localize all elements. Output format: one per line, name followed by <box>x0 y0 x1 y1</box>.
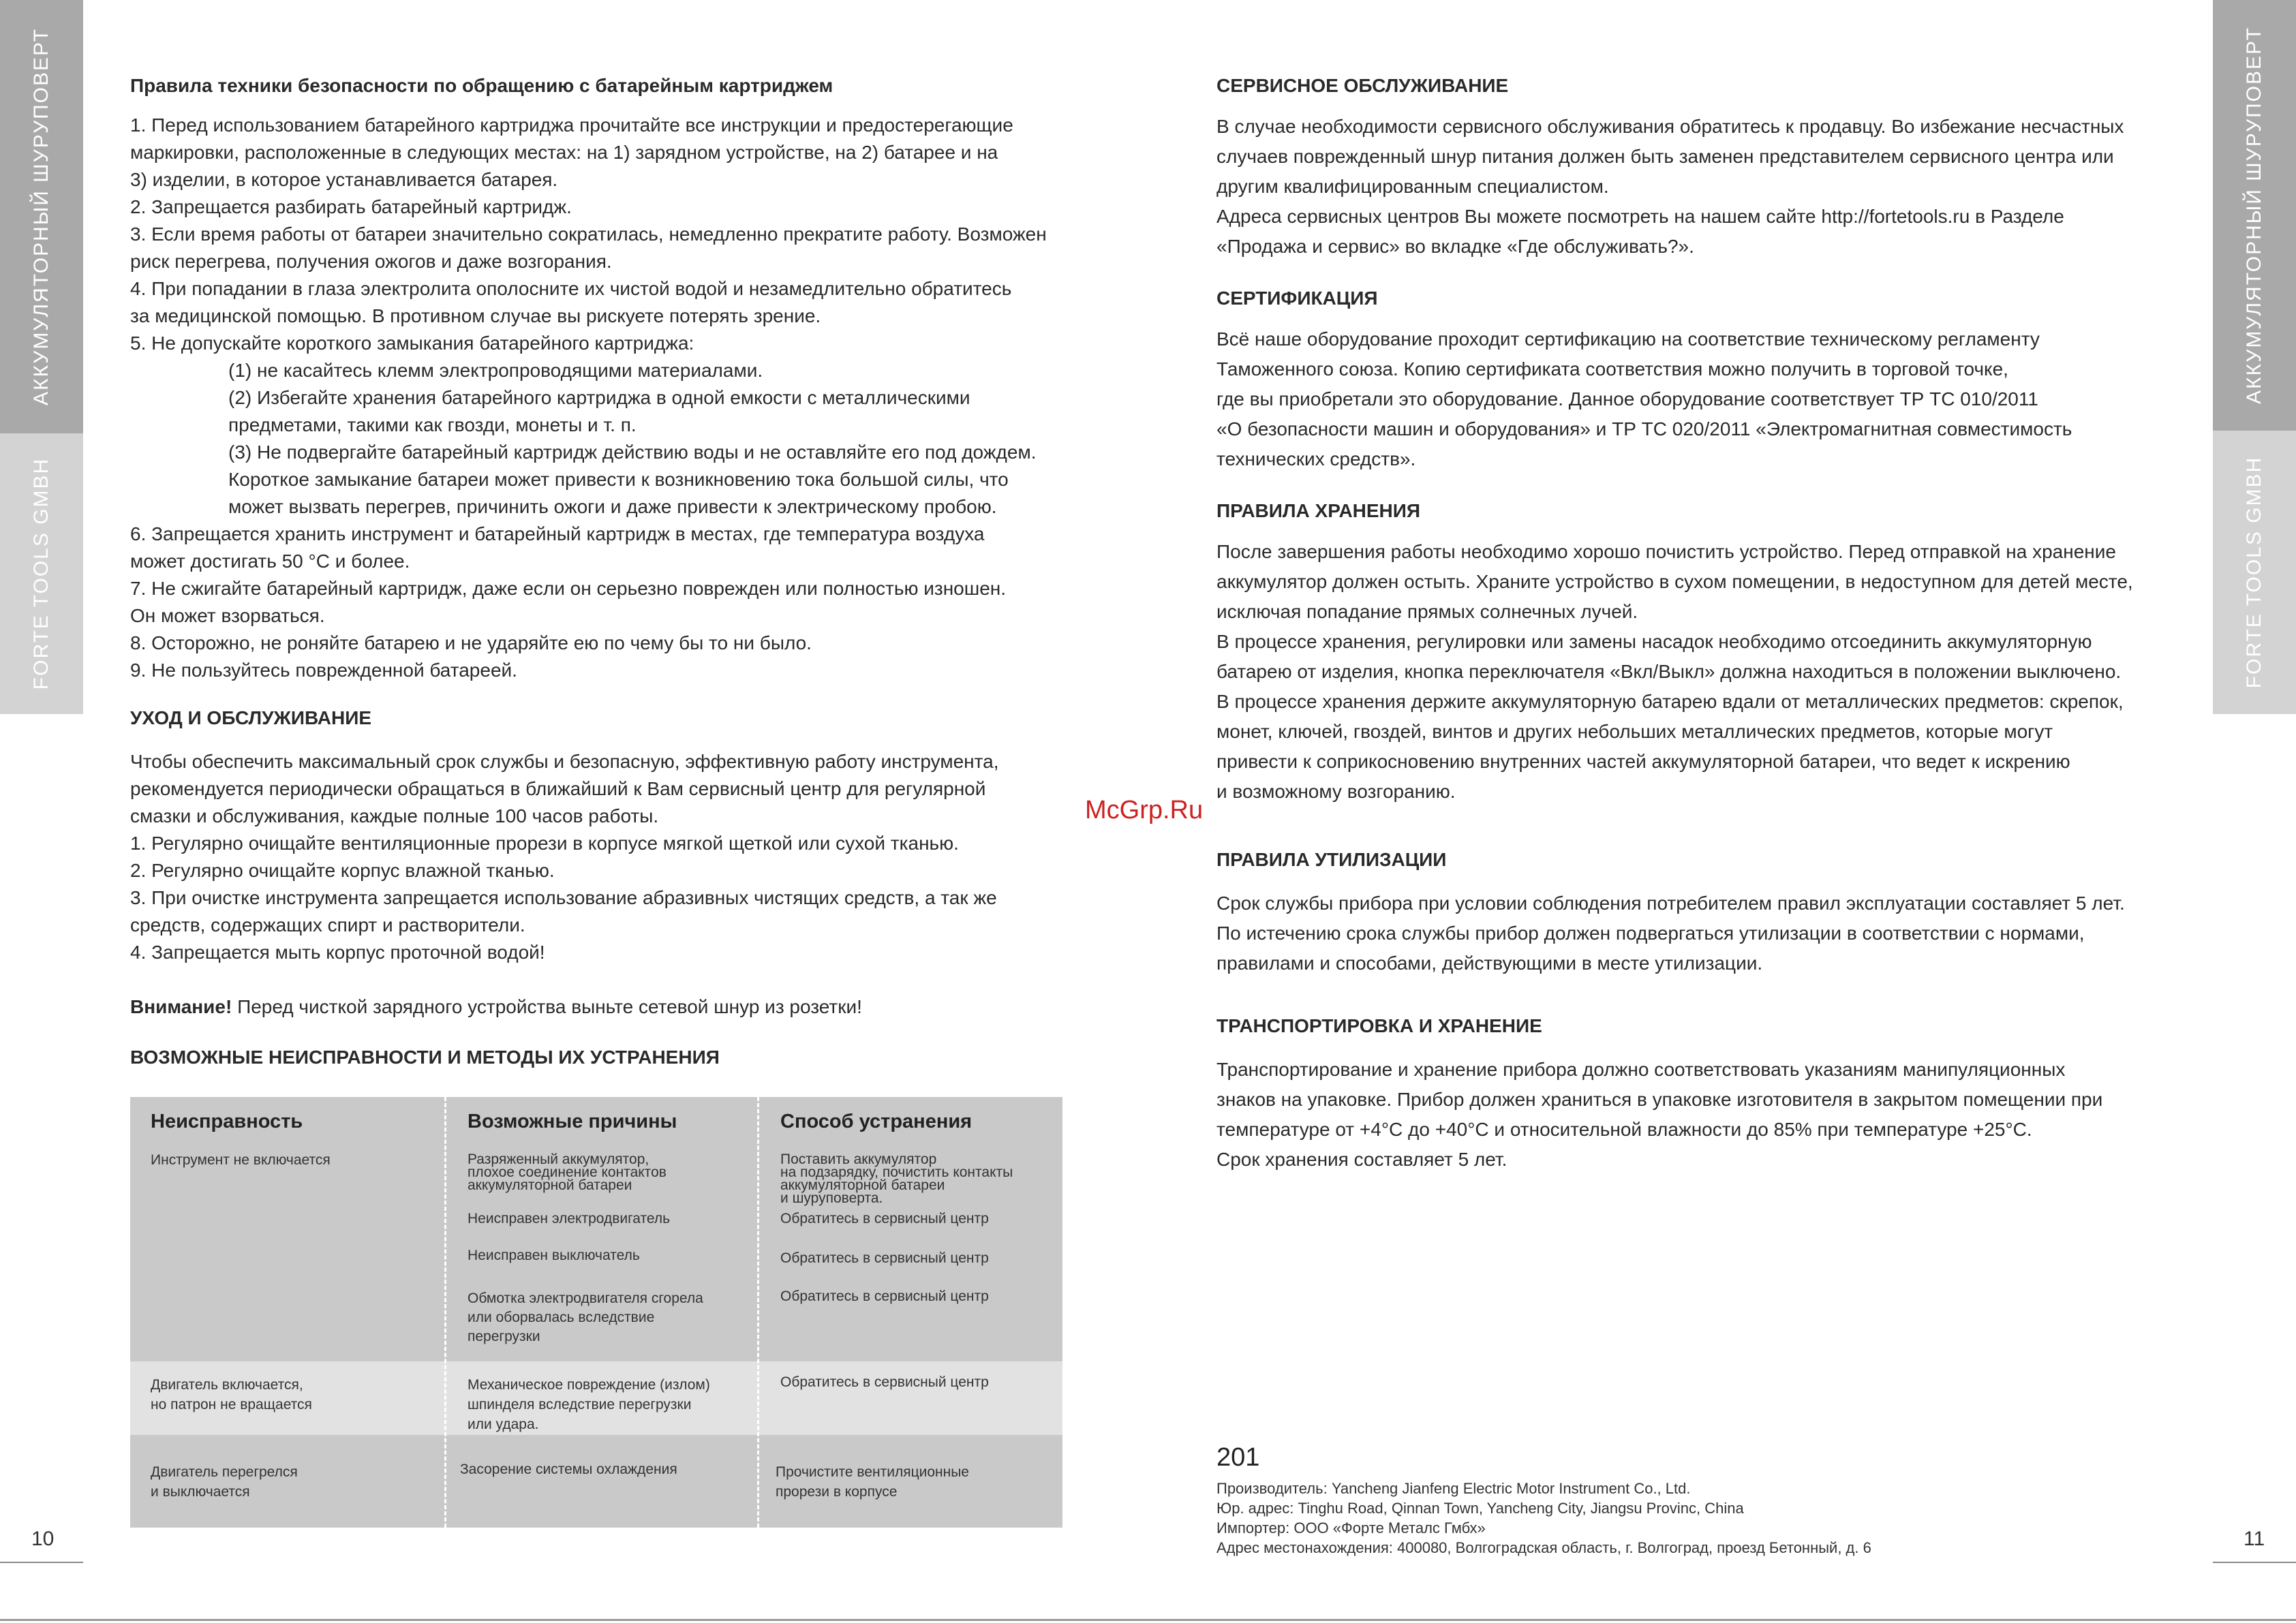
list-item: 7. Не сжигайте батарейный картридж, даже если он серьезно поврежден или полностью изношен. Он может взорваться. <box>130 578 1007 626</box>
faults-title: ВОЗМОЖНЫЕ НЕИСПРАВНОСТИ И МЕТОДЫ ИХ УСТРАНЕНИЯ <box>130 1047 720 1068</box>
service-text: В случае необходимости сервисного обслуживания обратитесь к продавцу. Во избежание несчастных случаев поврежденный шнур питания должен быть заменен представителем сервисного центра или другим квалифицированным специалистом. Адреса сервисных центров Вы можете посмотреть на нашем сайте http://fortetools.ru в Разделе «Продажа и сервис» во вкладке «Где обслуживать?». <box>1216 116 2124 257</box>
list-item: 2. Регулярно очищайте корпус влажной тканью. <box>130 860 555 881</box>
list-item: 1. Перед использованием батарейного картриджа прочитайте все инструкции и предостерегающие маркировки, расположенные в следующих местах: на 1) зарядном устройстве, на 2) батарее и на 3) изделии, в которое устанавливается батарея. <box>130 114 1013 190</box>
disposal-text: Срок службы прибора при условии соблюдения потребителем правил эксплуатации составляет 5 лет. По истечению срока службы прибор должен подвергаться утилизации в соответствии с нормами, правилами и способами, действующими в месте утилизации. <box>1216 893 2125 974</box>
storage-text: После завершения работы необходимо хорошо почистить устройство. Перед отправкой на хранение аккумулятор должен остыть. Храните устройство в сухом помещении, в недоступном для детей месте, исключая попадание прямых солнечных лучей. В процессе хранения, регулировки или замены насадок необходимо отсоединить аккумуляторную батарею от изделия, кнопка переключателя «Вкл/Выкл» должна находиться в положении выключено. В процессе хранения держите аккумуляторную батарею вдали от металлических предметов: скрепок, монет, ключей, гвоздей, винтов и других небольших металлических предметов, которые могут привести к соприкосновению внутренних частей аккумуляторной батареи, что ведет к искрению и возможному возгоранию. <box>1216 541 2133 802</box>
list-item: 4. Запрещается мыть корпус проточной водой! <box>130 942 545 963</box>
table-cell-cause: Механическое повреждение (излом) шпинделя вследствие перегрузки или удара. <box>468 1377 710 1432</box>
table-cell-fix: Поставить аккумулятор на подзарядку, почистить контакты аккумуляторной батареи и шуруповерта. <box>780 1151 1013 1206</box>
side-tab-product-right <box>2213 0 2296 431</box>
certification-section <box>1216 285 2184 474</box>
footer-line: Адрес местонахождения: 400080, Волгоградская область, г. Волгоград, проезд Бетонный, д. 6 <box>1216 1539 1871 1556</box>
table-cell-fault: Инструмент не включается <box>151 1152 331 1168</box>
list-item: 6. Запрещается хранить инструмент и батарейный картридж в местах, где температура воздуха может достигать 50 °С и более. <box>130 523 985 572</box>
table-cell-cause: Засорение системы охлаждения <box>460 1462 677 1477</box>
footer-line: Производитель: Yancheng Jianfeng Electric Motor Instrument Co., Ltd. <box>1216 1480 1691 1497</box>
disposal-section <box>1216 846 2184 978</box>
transport-title: ТРАНСПОРТИРОВКА И ХРАНЕНИЕ <box>1216 1015 1542 1036</box>
safety-section <box>130 72 1098 684</box>
column-divider <box>757 1097 759 1528</box>
column-divider <box>444 1097 446 1528</box>
list-item: 2. Запрещается разбирать батарейный картридж. <box>130 196 572 217</box>
transport-text: Транспортирование и хранение прибора должно соответствовать указаниям манипуляционных знаков на упаковке. Прибор должен храниться в упаковке изготовителя в закрытом помещении при температуре от +4°С до +40°С и относительной влажности до 85% при температуре +25°С. Срок хранения составляет 5 лет. <box>1216 1059 2103 1170</box>
table-cell-cause: Неисправен выключатель <box>468 1248 640 1263</box>
table-cell-fix: Обратитесь в сервисный центр <box>780 1250 989 1266</box>
list-item: 3. При очистке инструмента запрещается использование абразивных чистящих средств, а так же средств, содержащих спирт и растворители. <box>130 887 997 936</box>
list-subitem: (3) Не подвергайте батарейный картридж действию воды и не оставляйте его под дождем. Короткое замыкание батареи может привести к возникновению тока большой силы, что может вызвать перегрев, причинить ожоги и даже привести к электрическому пробою. <box>228 442 1037 517</box>
cert-title: СЕРТИФИКАЦИЯ <box>1216 288 1378 309</box>
care-title: УХОД И ОБСЛУЖИВАНИЕ <box>130 707 372 728</box>
list-item: Чтобы обеспечить максимальный срок службы и безопасную, эффективную работу инструмента, рекомендуется периодически обращаться в ближайший к Вам сервисный центр для регулярной смазки и обслуживания, каждые полные 100 часов работы. <box>130 751 999 826</box>
table-cell-cause: Обмотка электродвигателя сгорела или оборвалась вследствие перегрузки <box>468 1290 703 1344</box>
list-subitem: (1) не касайтесь клемм электропроводящими материалами. <box>228 360 763 381</box>
page-number-right: 11 <box>2244 1528 2265 1550</box>
side-tab-brand-label: FORTE TOOLS GMBH <box>30 457 52 690</box>
table-cell-fix: Обратитесь в сервисный центр <box>780 1374 989 1390</box>
page-number-rule-right <box>2213 1562 2296 1563</box>
footer-line: Импортер: ООО «Форте Металс Гмбх» <box>1216 1519 1486 1536</box>
table-cell-cause: Неисправен электродвигатель <box>468 1211 671 1226</box>
page-number-rule-left <box>0 1562 83 1563</box>
side-tab-product-left <box>0 0 83 433</box>
list-item: 3. Если время работы от батареи значительно сократилась, немедленно прекратите работу. Возможен риск перегрева, получения ожогов и даже возгорания. <box>130 223 1047 272</box>
table-header-fix: Способ устранения <box>780 1111 973 1132</box>
side-tab-brand-left <box>0 433 83 714</box>
watermark: McGrp.Ru <box>1085 796 1204 824</box>
page-number-left: 10 <box>31 1528 55 1550</box>
table-header-causes: Возможные причины <box>468 1111 677 1132</box>
list-item: 5. Не допускайте короткого замыкания батарейного картриджа: <box>130 333 694 354</box>
manufacturer-footer <box>1216 1479 1871 1558</box>
list-item: 9. Не пользуйтесь поврежденной батареей. <box>130 660 517 681</box>
table-cell-fault: Двигатель перегрелся и выключается <box>151 1464 298 1500</box>
faults-table <box>130 1097 1062 1528</box>
list-item: 8. Осторожно, не роняйте батарею и не ударяйте ею по чему бы то ни было. <box>130 632 812 653</box>
side-tab-product-label: АККУМУЛЯТОРНЫЙ ШУРУПОВЕРТ <box>30 27 52 406</box>
list-item: 4. При попадании в глаза электролита ополосните их чистой водой и незамедлительно обратитесь за медицинской помощью. В противном случае вы рискуете потерять зрение. <box>130 278 1012 326</box>
table-cell-cause: Разряженный аккумулятор, плохое соединение контактов аккумуляторной батареи <box>468 1151 667 1193</box>
table-cell-fix: Прочистите вентиляционные прорези в корпусе <box>776 1464 969 1500</box>
transport-section <box>1216 1013 2184 1175</box>
list-item: 1. Регулярно очищайте вентиляционные прорези в корпусе мягкой щеткой или сухой тканью. <box>130 833 959 854</box>
warning-note <box>130 993 1098 1021</box>
bottom-rule <box>0 1619 2296 1621</box>
disposal-title: ПРАВИЛА УТИЛИЗАЦИИ <box>1216 849 1447 870</box>
service-section <box>1216 72 2184 262</box>
side-tab-product-label: АККУМУЛЯТОРНЫЙ ШУРУПОВЕРТ <box>2243 26 2265 405</box>
warning-text: Перед чисткой зарядного устройства выньте сетевой шнур из розетки! <box>232 996 862 1017</box>
table-header-fault: Неисправность <box>151 1111 303 1132</box>
warning-bold: Внимание! <box>130 996 232 1017</box>
table-cell-fault: Двигатель включается, но патрон не вращается <box>151 1377 312 1412</box>
storage-title: ПРАВИЛА ХРАНЕНИЯ <box>1216 500 1421 521</box>
safety-title: Правила техники безопасности по обращению с батарейным картриджем <box>130 75 833 96</box>
cert-text: Всё наше оборудование проходит сертификацию на соответствие техническому регламенту Таможенного союза. Копию сертификата соответствия можно получить в торговой точке, где вы приобретали это оборудование. Данное оборудование соответствует ТР ТС 010/2011 «О безопасности машин и оборудования» и ТР ТС 020/2011 «Электромагнитная совместимость технических средств». <box>1216 328 2072 469</box>
list-subitem: (2) Избегайте хранения батарейного картриджа в одной емкости с металлическими предметами, такими как гвозди, монеты и т. п. <box>228 387 970 435</box>
page-code: 201 <box>1216 1443 1260 1472</box>
care-section <box>130 705 1098 1071</box>
footer-line: Юр. адрес: Tinghu Road, Qinnan Town, Yancheng City, Jiangsu Provinc, China <box>1216 1500 1744 1517</box>
storage-section <box>1216 497 2184 807</box>
table-cell-fix: Обратитесь в сервисный центр <box>780 1288 989 1304</box>
side-tab-brand-right <box>2213 431 2296 714</box>
side-tab-brand-label: FORTE TOOLS GMBH <box>2243 456 2265 689</box>
service-title: СЕРВИСНОЕ ОБСЛУЖИВАНИЕ <box>1216 75 1509 96</box>
table-cell-fix: Обратитесь в сервисный центр <box>780 1211 989 1226</box>
